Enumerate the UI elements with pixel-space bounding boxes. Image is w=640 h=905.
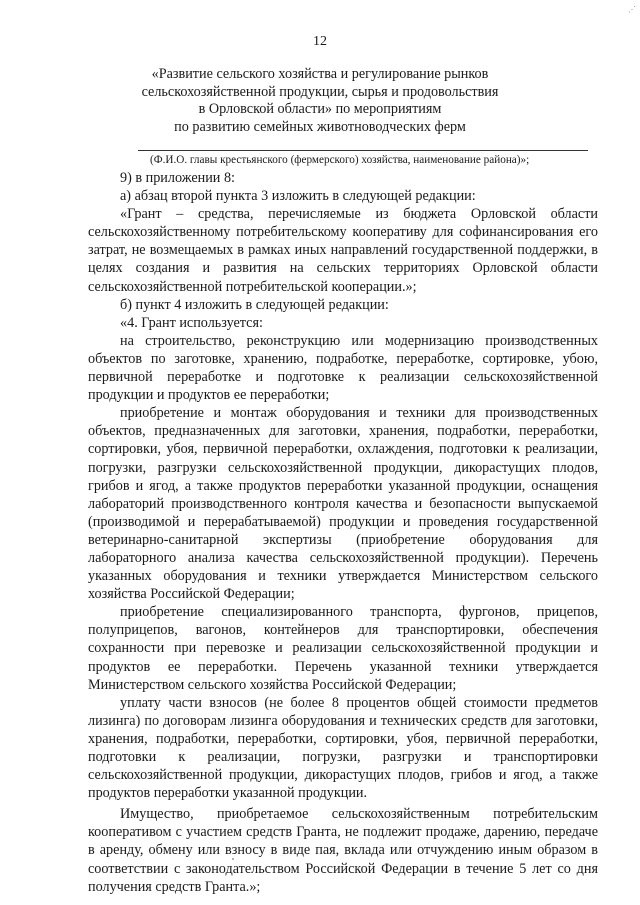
title-line: «Развитие сельского хозяйства и регулирование рынков xyxy=(151,66,489,82)
paragraph-appendix-8: 9) в приложении 8: xyxy=(120,170,235,186)
scan-corner-mark: ⋰ xyxy=(628,5,636,14)
page-number: 12 xyxy=(313,34,327,49)
title-line: в Орловской области» по мероприятиям xyxy=(198,101,442,118)
paragraph-property-restriction: Имущество, приобретаемое сельскохозяйственным потребительским кооперативом с участием средств Гранта, не подлежит продаже, дарению, передаче в аренду, обмену или взносу в виде пая, вклада или отчуждению иным образом в соответствии с законодательством Российской Федерации в течение 5 лет со дня получения средств Гранта.»; xyxy=(88,806,598,895)
paragraph-construction: на строительство, реконструкцию или модернизацию производственных объектов по заготовке, хранению, подработке, переработке, сортировке, убою, первичной переработке и подготовке к реализации сельскохозяйственной продукции и продуктов ее переработки; xyxy=(88,332,598,404)
paragraph-item-a: а) абзац второй пункта 3 изложить в следующей редакции: xyxy=(120,188,476,205)
paragraph-equipment: приобретение и монтаж оборудования и техники для производственных объектов, предназначенных для заготовки, хранения, подработки, переработки, сортировки, убоя, первичной переработки, охлаждения, подготовки к реализации, погрузки, разгрузки сельскохозяйственной продукции, дикорастущих плодов, грибов и ягод, а также продуктов переработки указанной продукции, оснащения лабораторий производственного контроля качества и безопасности выпускаемой (производимой и перерабатываемой) продукции и проведения государственной ветеринарно-санитарной экспертизы (приобретение оборудования для лабораторного анализа качества сельскохозяйственной продукции). Перечень указанных оборудования и техники утверждается Министерством сельского хозяйства Российской Федерации; xyxy=(88,405,598,603)
paragraph-item-b: б) пункт 4 изложить в следующей редакции: xyxy=(120,296,389,313)
title-line: по развитию семейных животноводческих ферм xyxy=(174,118,466,135)
document-body xyxy=(88,169,598,896)
title-line: сельскохозяйственной продукции, сырья и продовольствия xyxy=(141,83,499,100)
scan-speck xyxy=(232,858,234,860)
signature-line xyxy=(138,150,588,151)
paragraph-grant-usage-heading: «4. Грант используется: xyxy=(120,314,263,331)
paragraph-grant-definition: «Грант – средства, перечисляемые из бюджета Орловской области сельскохозяйственному потребительскому кооперативу для софинансирования его затрат, не возмещаемых в рамках иных направлений государственной поддержки, в целях создания и развития на сельских территориях Орловской области сельскохозяйственной потребительской кооперации.»; xyxy=(88,206,598,295)
signature-caption: (Ф.И.О. главы крестьянского (фермерского) хозяйства, наименование района)»; xyxy=(150,154,530,166)
paragraph-transport: приобретение специализированного транспорта, фургонов, прицепов, полуприцепов, вагонов, контейнеров для транспортировки, обеспечения сохранности при перевозке и реализации сельскохозяйственной продукции и продуктов ее переработки. Перечень указанной техники утверждается Министерством сельского хозяйства Российской Федерации; xyxy=(88,604,598,693)
program-title xyxy=(120,66,520,136)
paragraph-leasing: уплату части взносов (не более 8 процентов общей стоимости предметов лизинга) по договорам лизинга оборудования и технических средств для заготовки, хранения, подработки, переработки, сортировки, убоя, первичной переработки, подготовки к реализации, погрузки, разгрузки и транспортировки сельскохозяйственной продукции, дикорастущих плодов, грибов и ягод, а также продуктов переработки указанной продукции. xyxy=(88,694,598,802)
